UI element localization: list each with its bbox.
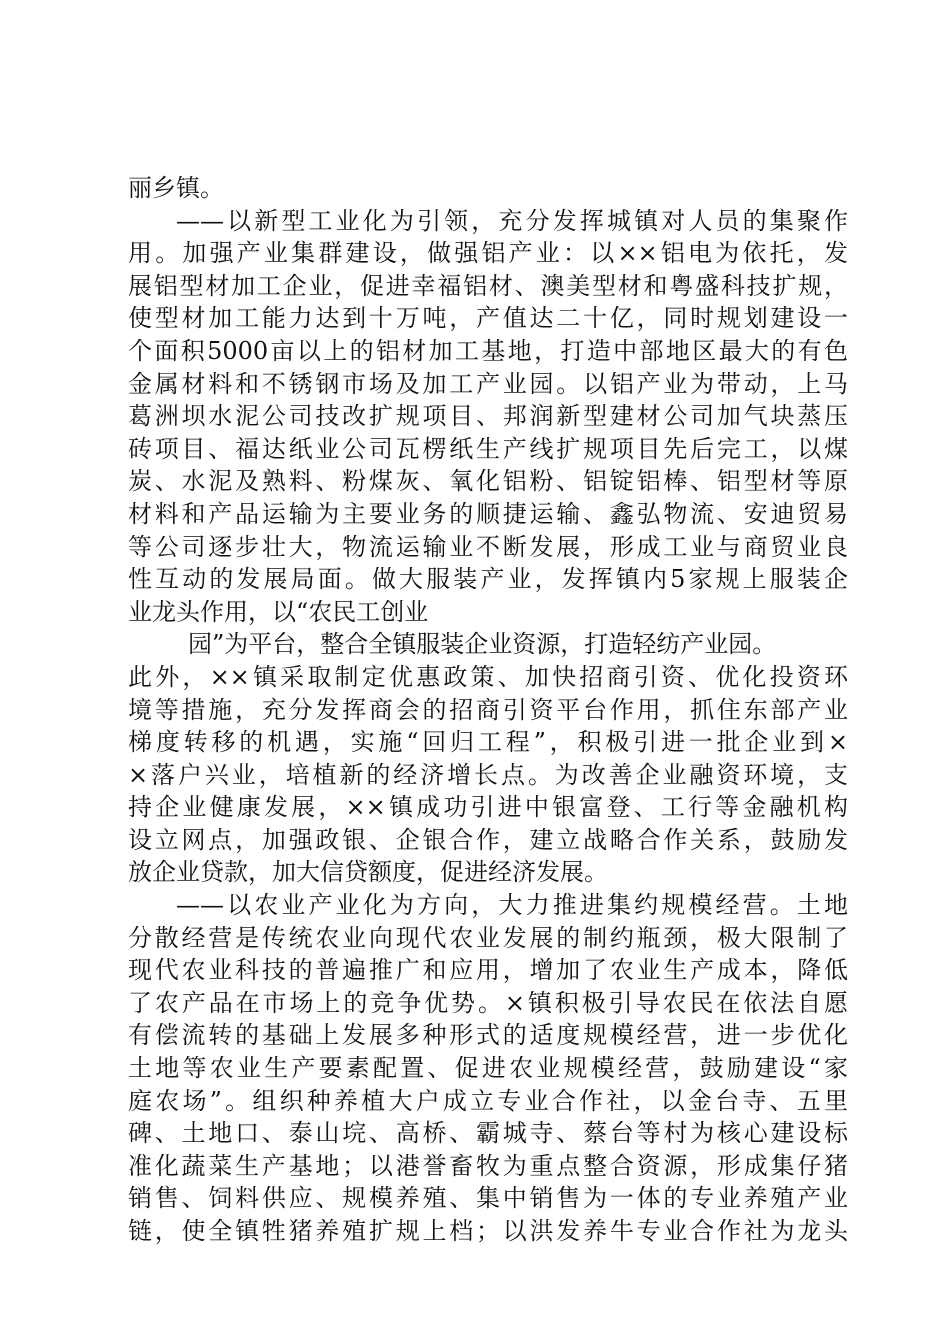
text-line: 有偿流转的基础上发展多种形式的适度规模经营，进一步优化 xyxy=(128,1021,848,1050)
text-line: 放企业贷款，加大信贷额度，促进经济发展。 xyxy=(128,858,608,887)
text-line: 境等措施，充分发挥商会的招商引资平台作用，抓住东部产业 xyxy=(128,695,848,724)
paragraph-start-line: ——以新型工业化为引领，充分发挥城镇对人员的集聚作 xyxy=(176,206,848,235)
text-line: 丽乡镇。 xyxy=(128,174,224,202)
text-line: 等公司逐步壮大，物流运输业不断发展，形成工业与商贸业良 xyxy=(128,532,848,561)
text-line: 砖项目、福达纸业公司瓦楞纸生产线扩规项目先后完工，以煤 xyxy=(128,434,848,463)
text-line: ×落户兴业，培植新的经济增长点。为改善企业融资环境，支 xyxy=(128,760,848,789)
text-line: 土地等农业生产要素配置、促进农业规模经营，鼓励建设“家 xyxy=(128,1054,848,1083)
text-line: 此外，××镇采取制定优惠政策、加快招商引资、优化投资环 xyxy=(128,662,848,691)
text-line: 设立网点，加强政银、企银合作，建立战略合作关系，鼓励发 xyxy=(128,825,848,854)
text-line: 材料和产品运输为主要业务的顺捷运输、鑫弘物流、安迪贸易 xyxy=(128,499,848,528)
text-line: 碑、土地口、泰山垸、高桥、霸城寺、蔡台等村为核心建设标 xyxy=(128,1119,848,1148)
text-line: 梯度转移的机遇，实施“回归工程”，积极引进一批企业到× xyxy=(128,728,848,757)
text-line: 庭农场”。组织种养植大户成立专业合作社，以金台寺、五里 xyxy=(128,1086,848,1115)
text-line: 业龙头作用，以“农民工创业 xyxy=(128,597,429,626)
text-line: 准化蔬菜生产基地；以港誉畜牧为重点整合资源，形成集仔猪 xyxy=(128,1151,848,1180)
text-line: 使型材加工能力达到十万吨，产值达二十亿，同时规划建设一 xyxy=(128,304,848,333)
body-text xyxy=(128,172,848,1248)
text-line: 了农产品在市场上的竞争优势。×镇积极引导农民在依法自愿 xyxy=(128,988,848,1017)
paragraph-start-line: ——以农业产业化为方向，大力推进集约规模经营。土地 xyxy=(176,891,848,920)
text-line: 葛洲坝水泥公司技改扩规项目、邦润新型建材公司加气块蒸压 xyxy=(128,402,848,431)
text-line: 炭、水泥及熟料、粉煤灰、氧化铝粉、铝锭铝棒、铝型材等原 xyxy=(128,467,848,496)
text-line: 链，使全镇牲猪养殖扩规上档；以洪发养牛专业合作社为龙头 xyxy=(128,1217,848,1245)
text-line: 持企业健康发展，××镇成功引进中银富登、工行等金融机构 xyxy=(128,793,848,822)
text-line: 个面积5000亩以上的铝材加工基地，打造中部地区最大的有色 xyxy=(128,336,848,365)
text-line: 金属材料和不锈钢市场及加工产业园。以铝产业为带动，上马 xyxy=(128,369,848,398)
text-line: 销售、饲料供应、规模养殖、集中销售为一体的专业养殖产业 xyxy=(128,1184,848,1213)
paragraph-start-line: 园”为平台，整合全镇服装企业资源，打造轻纺产业园。 xyxy=(188,630,777,659)
text-line: 用。加强产业集群建设，做强铝产业：以××铝电为依托，发 xyxy=(128,239,848,268)
text-line: 展铝型材加工企业，促进幸福铝材、澳美型材和粤盛科技扩规， xyxy=(128,271,848,300)
text-line: 现代农业科技的普遍推广和应用，增加了农业生产成本，降低 xyxy=(128,956,848,985)
text-line: 分散经营是传统农业向现代农业发展的制约瓶颈，极大限制了 xyxy=(128,923,848,952)
text-line: 性互动的发展局面。做大服装产业，发挥镇内5家规上服装企 xyxy=(128,565,848,594)
